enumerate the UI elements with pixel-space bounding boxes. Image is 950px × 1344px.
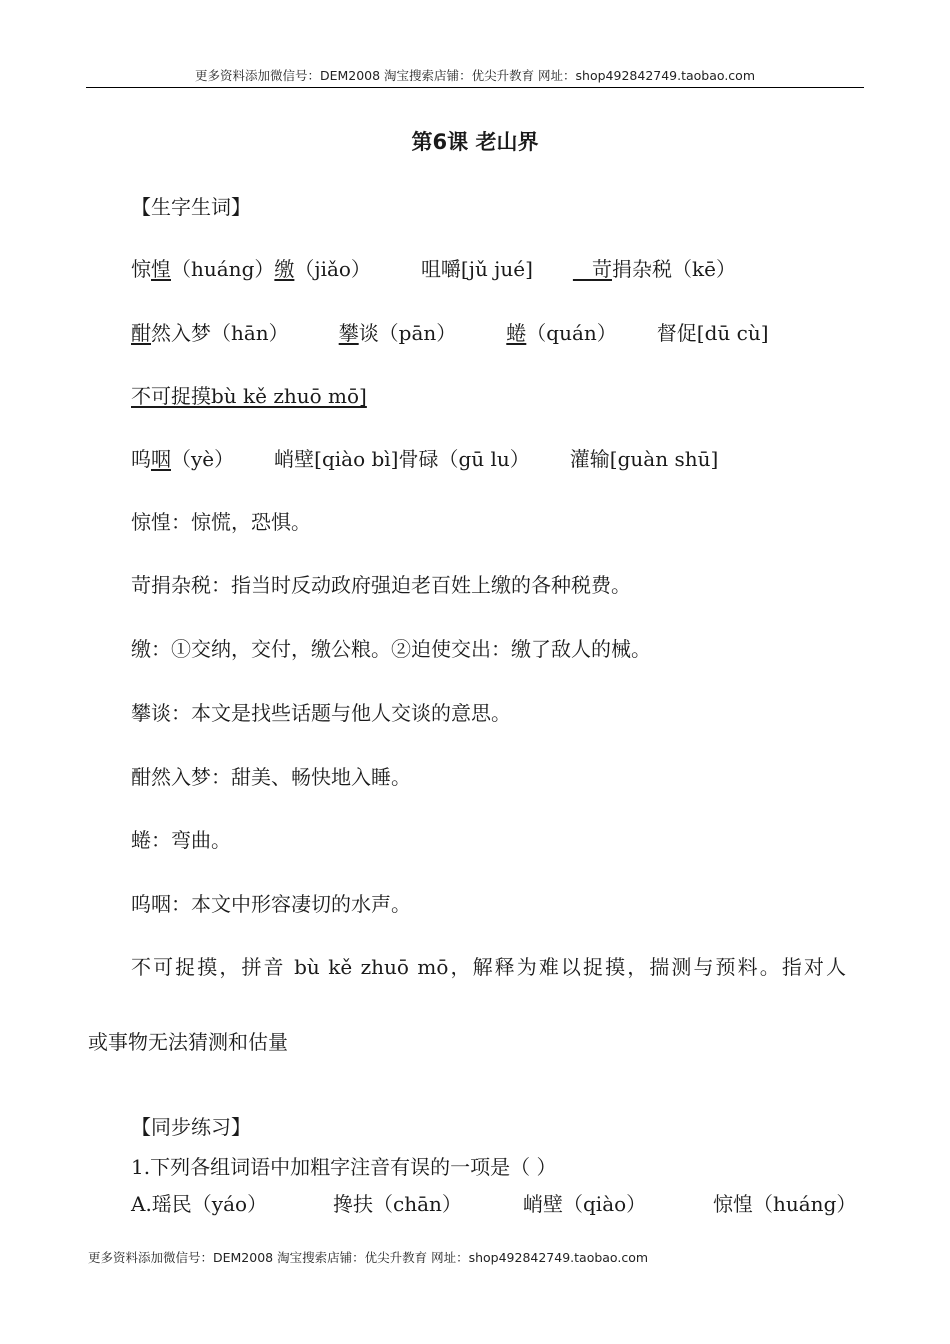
vocab-heading: 【生字生词】 [131,195,251,219]
vocab-row-2 [131,320,769,346]
vocab-row-3: 不可捉摸bù kě zhuō mō] [131,384,367,408]
vocab-underlined-char: 蜷 [506,321,527,345]
lesson-title: 第6课 老山界 [411,130,539,154]
vocab-pinyin: （jiǎo） [294,257,371,281]
paragraph-text: 不可捉摸，拼音 bù kě zhuō mō，解释为难以捉摸，揣测与预料。指对人 [131,955,846,979]
vocab-word: 谈（pān） [358,321,457,345]
definition-line: 酣然入梦：甜美、畅快地入睡。 [131,765,411,789]
vocab-pinyin: （yè） [171,447,235,471]
definition-line: 缴：①交纳，交付，缴公粮。②迫使交出：缴了敌人的械。 [131,637,651,661]
vocab-word: 咀嚼[jǔ jué] [420,257,533,281]
vocab-word: 灌输[guàn shū] [569,447,719,471]
definition-line: 呜咽：本文中形容凄切的水声。 [131,892,411,916]
header-rule [86,87,864,88]
practice-heading: 【同步练习】 [131,1115,251,1139]
vocab-word: 督促[dū cù] [656,321,769,345]
vocab-underlined-char: 咽 [151,447,171,471]
vocab-pinyin: （huáng） [171,257,275,281]
vocab-underlined-char: 攀 [338,321,359,345]
vocab-char: 呜 [131,447,151,471]
vocab-underlined-char: 缴 [274,257,295,281]
question-1: 1.下列各组词语中加粗字注音有误的一项是（ ） [131,1155,557,1179]
vocab-word: （quán） [526,321,617,345]
definition-line: 蜷：弯曲。 [131,828,231,852]
option-word: 峭壁（qiào） [523,1192,647,1216]
vocab-word: 然入梦（hān） [151,321,289,345]
vocab-word: 峭壁[qiào bì]骨碌（gū lu） [274,447,530,471]
vocab-word: 捐杂税（kē） [611,257,736,281]
option-word: 惊惶（huáng） [713,1192,857,1216]
page-footer: 更多资料添加微信号：DEM2008 淘宝搜索店铺：优尖升教育 网址：shop492842749.taobao.com [88,1250,649,1265]
page-header: 更多资料添加微信号：DEM2008 淘宝搜索店铺：优尖升教育 网址：shop492842749.taobao.com [194,68,756,83]
vocab-row-1 [131,256,736,282]
option-a-label: A.瑶民（yáo） [131,1192,268,1216]
vocab-underlined-char: 惶 [151,257,171,281]
vocab-char: 惊 [131,257,151,281]
definition-line: 苛捐杂税：指当时反动政府强迫老百姓上缴的各种税费。 [131,573,631,597]
paragraph-line-2: 或事物无法猜测和估量 [88,1030,288,1054]
definition-line: 攀谈：本文是找些话题与他人交谈的意思。 [131,701,511,725]
definition-line: 惊惶：惊慌，恐惧。 [131,510,311,534]
vocab-underlined-char: 苛 [591,257,612,281]
vocab-underline-blank [573,257,592,281]
vocab-row-4 [131,446,718,472]
paragraph-line-1 [131,954,846,980]
option-word: 搀扶（chān） [333,1192,462,1216]
vocab-underlined-char: 酣 [131,321,151,345]
